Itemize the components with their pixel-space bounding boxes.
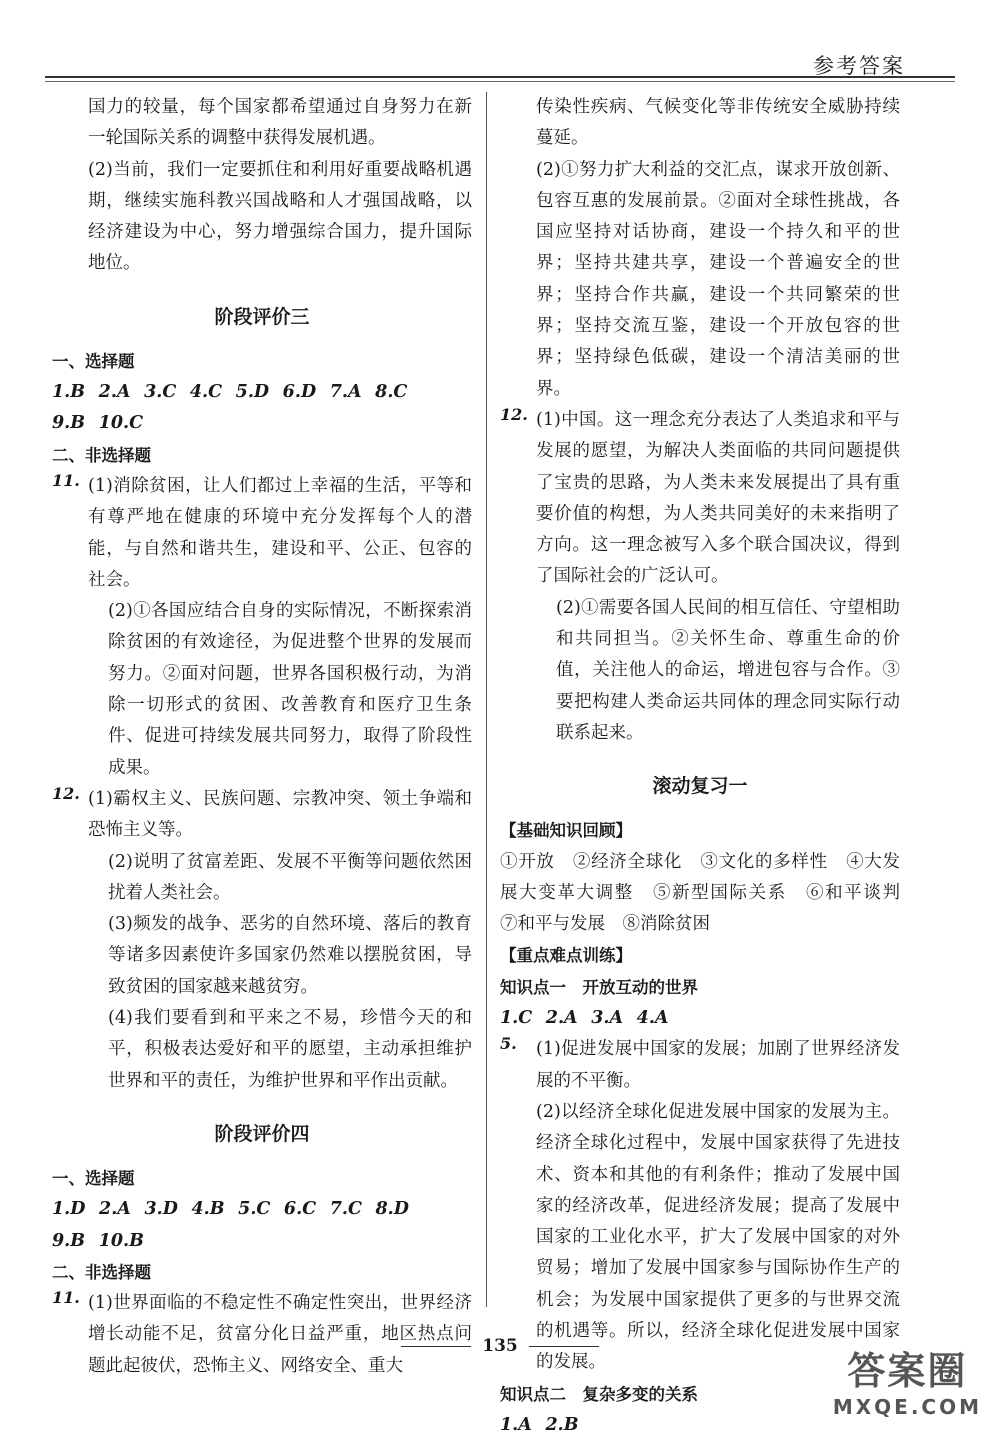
question-11: 11. (1)消除贫困，让人们都过上幸福的生活，平等和有尊严地在健康的环境中充分发挥每个人的潜能，与自然和谐共生，建设和平、公正、包容的社会。 (2)①各国应结合自身的实际情况，不断探索消除贫困的有效途径，为促进整个世界的发展而努力。②面对问题，世界各国积极行动，为消除一切形式的贫困、改善教育和医疗卫生条件、促进可持续发展共同努力，取得了阶段性成果。 — [52, 470, 472, 778]
header-rule-thin — [45, 81, 955, 82]
mc-label: 一、选择题 — [52, 1168, 135, 1188]
question-number: 12. — [52, 783, 80, 803]
mc-answers-line1: 1.B 2.A 3.C 4.C 5.D 6.D 7.A 8.C — [52, 382, 408, 403]
mc-label: 一、选择题 — [52, 351, 135, 371]
watermark-logo — [833, 1340, 982, 1419]
left-column — [52, 92, 472, 1382]
question-12: 12. (1)霸权主义、民族问题、宗教冲突、领土争端和恐怖主义等。 (2)说明了贫富差距、发展不平衡等问题依然困扰着人类社会。 (3)频发的战争、恶劣的自然环境、落后的教育等诸多因素使许多国家仍然难以摆脱贫困，导致贫困的国家越来越贫穷。 (4)我们要看到和平来之不易，珍惜今天的和平，积极表达爱好和平的愿望，主动承担维护世界和平的责任，为维护世界和平作出贡献。 — [52, 783, 472, 1091]
footer-ornament-right — [529, 1346, 599, 1347]
watermark-url: MXQE.COM — [832, 1395, 982, 1419]
section-title-stage4: 阶段评价四 — [214, 1122, 310, 1145]
basic-review-text: ①开放 ②经济全球化 ③文化的多样性 ④大发展大变革大调整 ⑤新型国际关系 ⑥和平谈判 ⑦和平与发展 ⑧消除贫困 — [500, 851, 918, 935]
question-number: 11. — [52, 1288, 80, 1308]
basic-review-label: 【基础知识回顾】 — [500, 821, 632, 841]
header-rule — [45, 76, 955, 78]
header-title: 参考答案 — [813, 54, 905, 78]
non-mc-label: 二、非选择题 — [52, 1262, 151, 1282]
continued-paragraph: 传染性疾病、气候变化等非传统安全威胁持续蔓延。 — [536, 97, 900, 149]
question-number: 5. — [500, 1034, 517, 1054]
continued-paragraph: 国力的较量，每个国家都希望通过自身努力在新一轮国际关系的调整中获得发展机遇。 — [88, 97, 472, 149]
section-title-review1: 滚动复习一 — [652, 775, 748, 798]
question-5: 5. (1)促进发展中国家的发展；加剧了世界经济发展的不平衡。 (2)以经济全球化促进发展中国家的发展为主。经济全球化过程中，发展中国家获得了先进技术、资本和其他的有利条件；推动了发展中国家的经济改革，促进经济发展；提高了发展中国家的工业化水平，扩大了发展中国家的对外贸易；增加了发展中国家参与国际协作生产的机会；为发展中国家提供了更多的与世界交流的机遇等。所以，经济全球化促进发展中国家的发展。 — [500, 1034, 900, 1373]
kp2-answers: 1.A 2.B — [500, 1414, 579, 1435]
continued-paragraph-2: (2)①努力扩大利益的交汇点，谋求开放创新、包容互惠的发展前景。②面对全球性挑战，各国应坚持对话协商，建设一个持久和平的世界；坚持共建共享，建设一个普遍安全的世界；坚持合作共赢，建设一个共同繁荣的世界；坚持交流互鉴，建设一个开放包容的世界；坚持绿色低碳，建设一个清洁美丽的世界。 — [536, 159, 900, 399]
non-mc-label: 二、非选择题 — [52, 445, 151, 465]
question-12: 12. (1)中国。这一理念充分表达了人类追求和平与发展的愿望，为解决人类面临的共同问题提供了宝贵的思路，为人类未来发展提出了具有重要价值的构想，为人类共同美好的未来指明了方向。这一理念被写入多个联合国决议，得到了国际社会的广泛认可。 (2)①需要各国人民间的相互信任、守望相助和共同担当。②关怀生命、尊重生命的价值，关注他人的命运，增进包容与合作。③要把构建人类命运共同体的理念同实际行动联系起来。 — [500, 404, 900, 743]
page-header — [45, 28, 955, 80]
question-number: 11. — [52, 470, 80, 490]
footer-ornament-left — [401, 1346, 471, 1347]
continued-paragraph-2: (2)当前，我们一定要抓住和利用好重要战略机遇期，继续实施科教兴国战略和人才强国战略，以经济建设为中心，努力增强综合国力，提升国际地位。 — [88, 159, 472, 274]
question-11: 11. (1)世界面临的不稳定性不确定性突出，世界经济增长动能不足，贫富分化日益严重，地区热点问题此起彼伏，恐怖主义、网络安全、重大 — [52, 1288, 472, 1376]
section-title-stage3: 阶段评价三 — [214, 305, 310, 328]
column-divider — [486, 92, 487, 1307]
kp1-answers: 1.C 2.A 3.A 4.A — [500, 1008, 669, 1029]
knowledge-point-1: 知识点一 开放互动的世界 — [500, 977, 698, 997]
page-number: 135 — [482, 1336, 518, 1356]
mc-answers-line1: 1.D 2.A 3.D 4.B 5.C 6.C 7.C 8.D — [52, 1199, 409, 1220]
question-number: 12. — [500, 404, 528, 424]
watermark-text: 答案圈 — [847, 1349, 968, 1393]
knowledge-point-2: 知识点二 复杂多变的关系 — [500, 1384, 698, 1404]
mc-answers-line2: 9.B 10.C — [52, 413, 144, 434]
key-training-label: 【重点难点训练】 — [500, 946, 632, 966]
mc-answers-line2: 9.B 10.B — [52, 1230, 144, 1251]
